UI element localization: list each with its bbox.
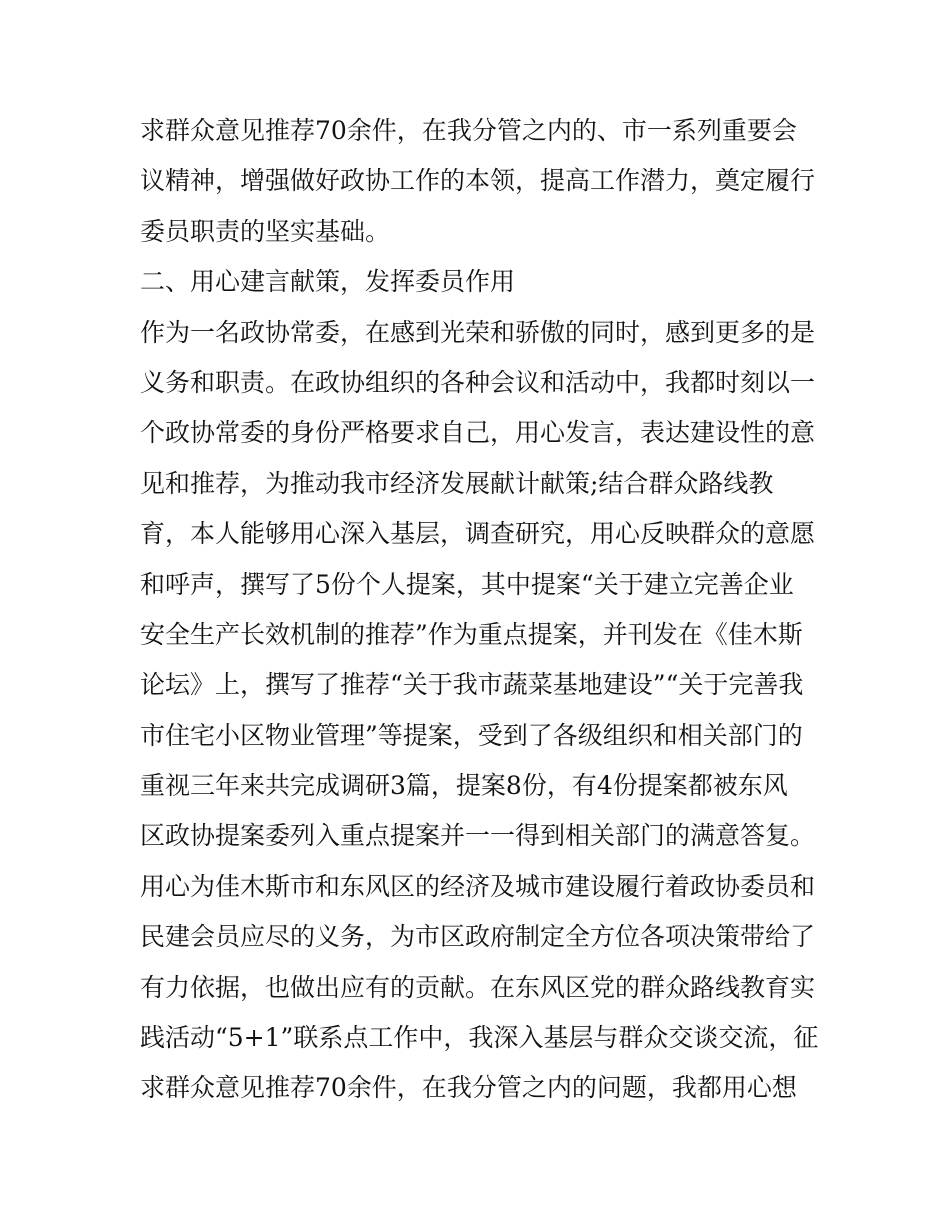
text-line: 践活动“5+1”联系点工作中，我深入基层与群众交谈交流，征	[140, 1023, 819, 1053]
text-line: 安全生产长效机制的推荐”作为重点提案，并刊发在《佳木斯	[140, 619, 803, 649]
text-line: 有力依据，也做出应有的贡献。在东风区党的群众路线教育实	[140, 972, 816, 1002]
text-line: 市住宅小区物业管理”等提案，受到了各级组织和相关部门的	[140, 720, 803, 750]
text-line: 议精神，增强做好政协工作的本领，提高工作潜力，奠定履行	[140, 166, 816, 196]
text-line: 作为一名政协常委，在感到光荣和骄傲的同时，感到更多的是	[140, 317, 816, 347]
text-line: 求群众意见推荐70余件，在我分管之内的、市一系列重要会	[140, 116, 797, 145]
text-line: 论坛》上，撰写了推荐“关于我市蔬菜基地建设”“关于完善我	[140, 670, 804, 700]
text-line: 重视三年来共完成调研3篇，提案8份，有4份提案都被东风	[140, 771, 788, 801]
text-line: 义务和职责。在政协组织的各种会议和活动中，我都时刻以一	[140, 367, 816, 397]
text-line: 见和推荐，为推动我市经济发展献计献策;结合群众路线教	[140, 468, 774, 498]
text-line: 区政协提案委列入重点提案并一一得到相关部门的满意答复。	[140, 821, 816, 851]
text-line: 民建会员应尽的义务，为市区政府制定全方位各项决策带给了	[140, 922, 816, 952]
text-line: 和呼声，撰写了5份个人提案，其中提案“关于建立完善企业	[140, 569, 794, 599]
body-text	[140, 106, 820, 1114]
text-line: 求群众意见推荐70余件，在我分管之内的问题，我都用心想	[140, 1073, 797, 1103]
section-heading: 二、用心建言献策，发挥委员作用	[140, 267, 516, 297]
text-line: 个政协常委的身份严格要求自己，用心发言，表达建设性的意	[140, 418, 816, 448]
text-line: 用心为佳木斯市和东风区的经济及城市建设履行着政协委员和	[140, 871, 816, 901]
text-line: 育，本人能够用心深入基层，调查研究，用心反映群众的意愿	[140, 519, 816, 549]
text-line: 委员职责的坚实基础。	[140, 216, 391, 246]
